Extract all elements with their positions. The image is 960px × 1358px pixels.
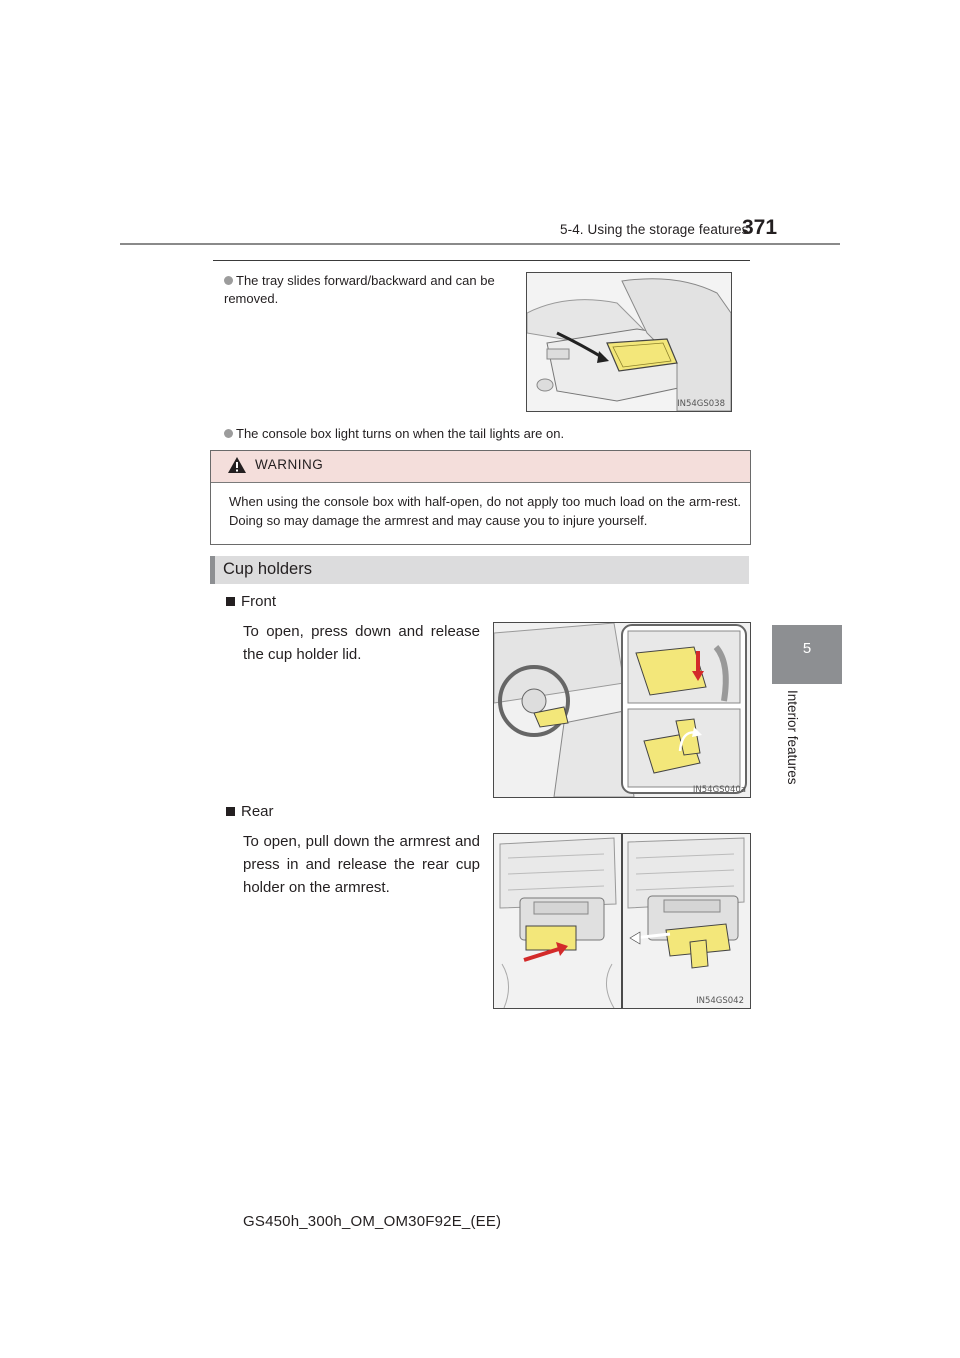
chapter-label — [785, 690, 817, 795]
rear-heading-text: Rear — [241, 803, 274, 820]
bullet-dot-icon — [224, 429, 233, 438]
warning-triangle-icon — [227, 456, 247, 474]
section-title: Cup holders — [223, 560, 312, 578]
header-rule — [120, 243, 840, 245]
warning-text: When using the console box with half-open, do not apply too much load on the arm-rest. Doing so may damage the armrest and may cause you to injure yourself. — [229, 494, 741, 528]
front-heading — [226, 593, 276, 610]
rear-text: To open, pull down the armrest and press in and release the rear cup holder on the armrest. — [243, 833, 480, 896]
bullet-tray-text: The tray slides forward/backward and can be removed. — [224, 273, 495, 306]
console-tray-figure — [526, 272, 732, 412]
rear-cup-holder-illustration — [494, 834, 750, 1008]
rear-heading — [226, 803, 274, 820]
header-section-title: 5-4. Using the storage features — [560, 222, 749, 237]
footer-model-code: GS450h_300h_OM_OM30F92E_(EE) — [243, 1213, 502, 1230]
figure-code: IN54GS038 — [677, 399, 725, 409]
bullet-dot-icon — [224, 276, 233, 285]
square-bullet-icon — [226, 807, 235, 816]
chapter-label-text: Interior features — [785, 690, 800, 785]
console-tray-illustration — [527, 273, 731, 411]
bullet-light — [224, 425, 744, 443]
content-top-rule — [213, 260, 750, 261]
front-cup-holder-illustration — [494, 623, 750, 797]
front-text: To open, press down and release the cup holder lid. — [243, 623, 480, 663]
bullet-light-text: The console box light turns on when the tail lights are on. — [236, 426, 565, 441]
rear-cup-holder-figure — [493, 833, 751, 1009]
figure-code: IN54GS040a — [692, 785, 746, 795]
front-cup-holder-figure — [493, 622, 751, 798]
page-number: 371 — [742, 216, 778, 239]
front-heading-text: Front — [241, 593, 277, 610]
chapter-number: 5 — [802, 640, 812, 657]
square-bullet-icon — [226, 597, 235, 606]
section-heading-accent — [210, 556, 215, 584]
warning-label: WARNING — [255, 457, 324, 472]
figure-code: IN54GS042 — [696, 996, 744, 1006]
bullet-tray — [224, 272, 514, 308]
